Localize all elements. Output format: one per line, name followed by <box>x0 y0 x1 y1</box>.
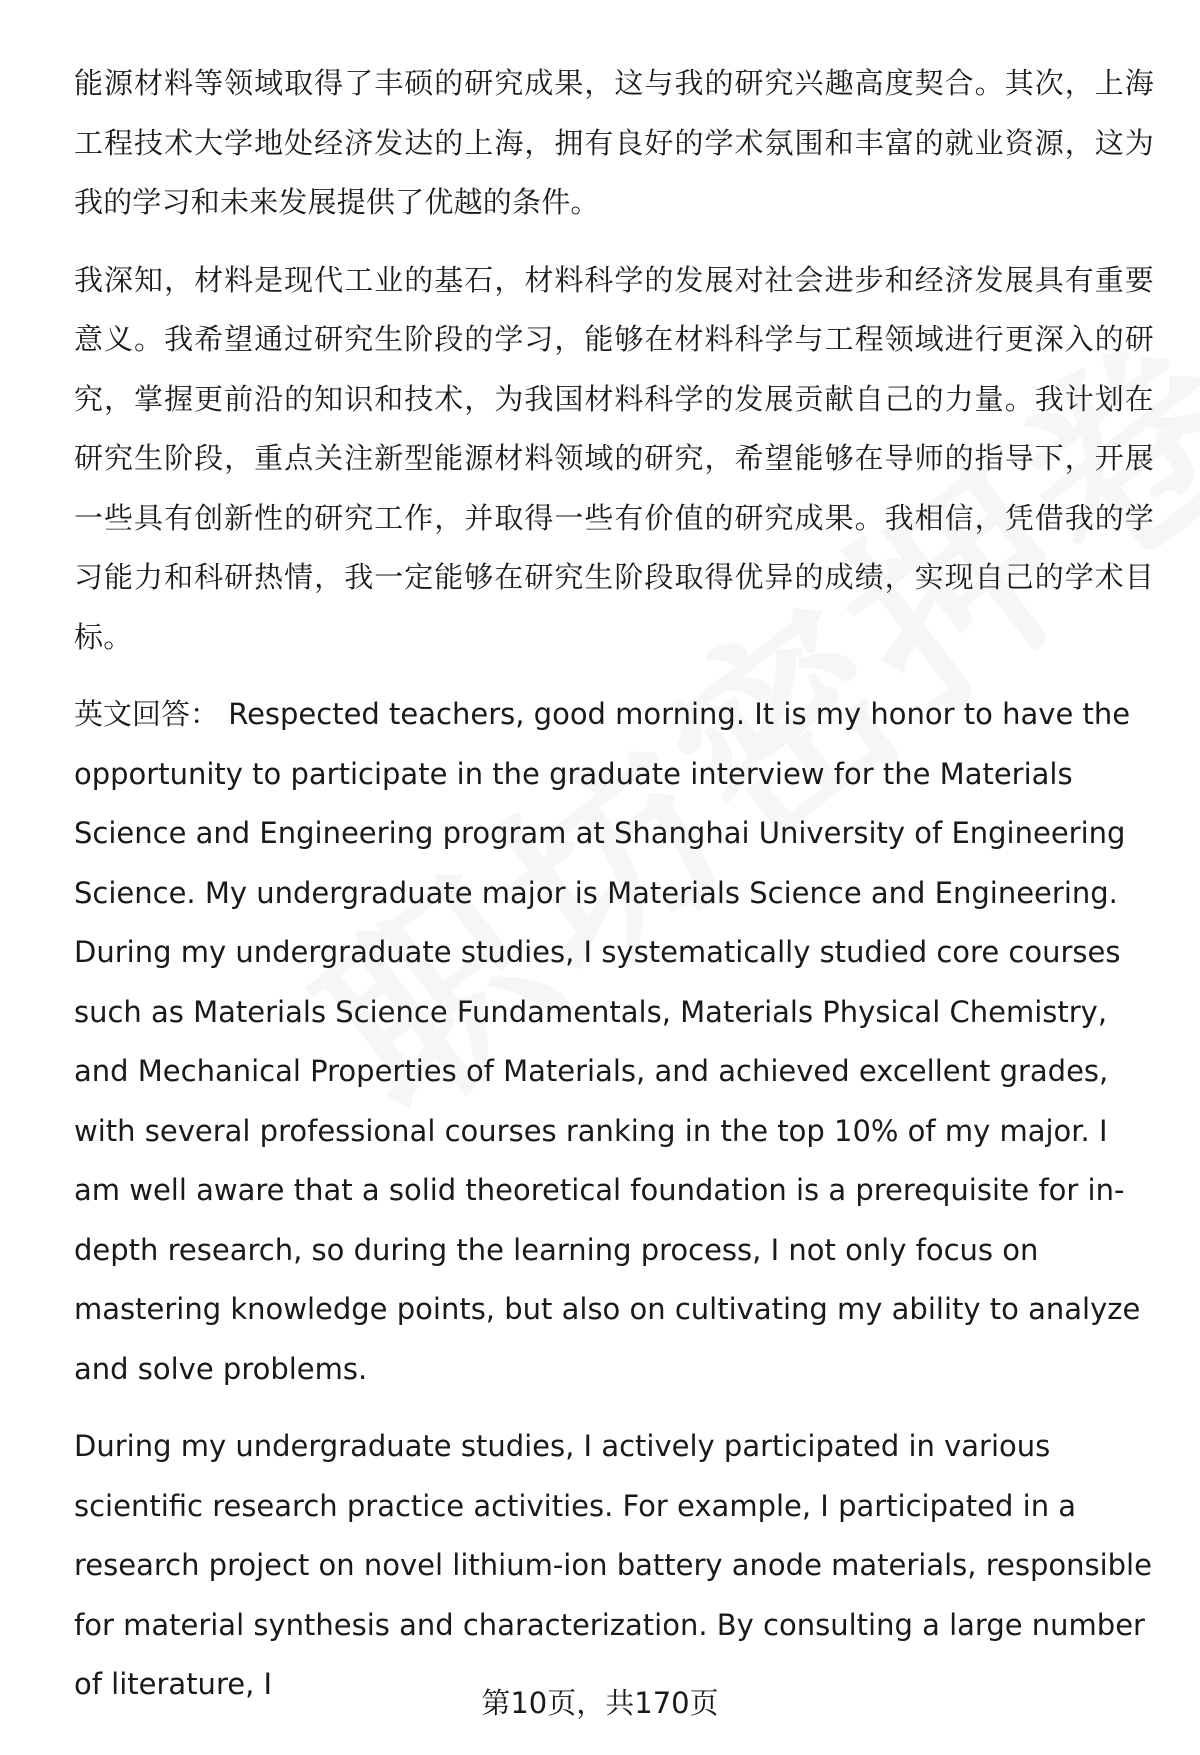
document-body <box>74 54 1154 1733</box>
paragraph-chinese-2: 我深知，材料是现代工业的基石，材料科学的发展对社会进步和经济发展具有重要意义。我希望通过研究生阶段的学习，能够在材料科学与工程领域进行更深入的研究，掌握更前沿的知识和技术，为我国材料科学的发展贡献自己的力量。我计划在研究生阶段，重点关注新型能源材料领域的研究，希望能够在导师的指导下，开展一些具有创新性的研究工作，并取得一些有价值的研究成果。我相信，凭借我的学习能力和科研热情，我一定能够在研究生阶段取得优异的成绩，实现自己的学术目标。 <box>74 262 1154 654</box>
paragraph-english-1: 英文回答： Respected teachers, good morning. It is my honor to have the opportunity to participate in the graduate interview for the Materials Science and Engineering program at Shanghai University of Engineering Science. My undergraduate major is Materials Science and Engineering. During my undergraduate studies, I systematically studied core courses such as Materials Science Fundamentals, Materials Physical Chemistry, and Mechanical Properties of Materials, and achieved excellent grades, with several professional courses ranking in the top 10% of my major. I am well aware that a solid theoretical foundation is a prerequisite for in-depth research, so during the learning process, I not only focus on mastering knowledge points, but also on cultivating my ability to analyze and solve problems. <box>74 697 1141 1386</box>
paragraph-chinese-1: 能源材料等领域取得了丰硕的研究成果，这与我的研究兴趣高度契合。其次，上海工程技术大学地处经济发达的上海，拥有良好的学术氛围和丰富的就业资源，这为我的学习和未来发展提供了优越的条件。 <box>74 66 1154 219</box>
page-number-footer: 第10页，共170页 <box>481 1686 719 1720</box>
paragraph-english-2: During my undergraduate studies, I actively participated in various scientific research practice activities. For example, I participated in a research project on novel lithium-ion battery anode materials, responsible for material synthesis and characterization. By consulting a large number of literature, I <box>74 1429 1152 1701</box>
